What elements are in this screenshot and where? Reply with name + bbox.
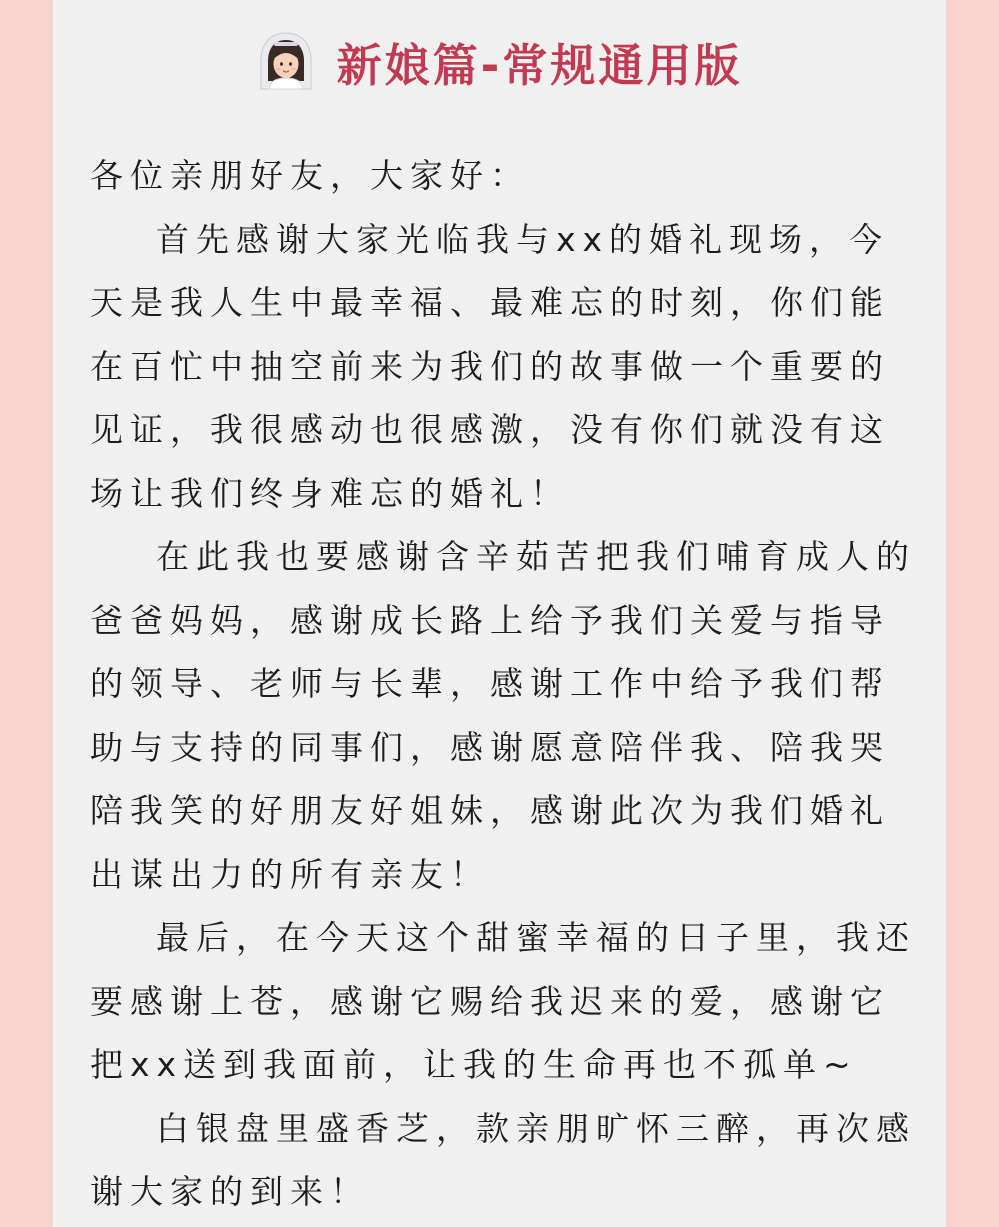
text-line: 见证，我很感动也很感激，没有你们就没有这 (90, 410, 890, 449)
text-line: 天是我人生中最幸福、最难忘的时刻，你们能 (90, 283, 890, 322)
text-line: 最后，在今天这个甜蜜幸福的日子里，我还 (156, 918, 916, 957)
speech-body (90, 144, 930, 1224)
text-line: 把xx送到我面前，让我的生命再也不孤单~ (90, 1045, 858, 1084)
text-line: 首先感谢大家光临我与xx的婚礼现场，今 (156, 219, 890, 259)
text-line: 的领导、老师与长辈，感谢工作中给予我们帮 (90, 664, 890, 703)
text-line: 各位亲朋好友，大家好： (90, 156, 530, 195)
text-line: 爸爸妈妈，感谢成长路上给予我们关爱与指导 (90, 600, 890, 640)
text-line: 谢大家的到来！ (90, 1172, 370, 1211)
bride-with-veil-icon (257, 31, 315, 91)
text-line: 助与支持的同事们，感谢愿意陪伴我、陪我哭 (90, 727, 890, 767)
text-line: 陪我笑的好朋友好姐妹，感谢此次为我们婚礼 (90, 791, 890, 830)
text-line: 出谋出力的所有亲友！ (90, 854, 490, 894)
text-line: 在百忙中抽空前来为我们的故事做一个重要的 (90, 346, 890, 386)
title-row (53, 26, 946, 96)
page-title: 新娘篇-常规通用版 (336, 38, 743, 92)
text-line: 场让我们终身难忘的婚礼！ (90, 473, 570, 513)
paper-card (53, 0, 946, 1227)
text-line: 要感谢上苍，感谢它赐给我迟来的爱，感谢它 (90, 981, 890, 1021)
text-line: 在此我也要感谢含辛茹苦把我们哺育成人的 (156, 537, 916, 576)
text-line: 白银盘里盛香芝，款亲朋旷怀三醉，再次感 (156, 1108, 916, 1148)
